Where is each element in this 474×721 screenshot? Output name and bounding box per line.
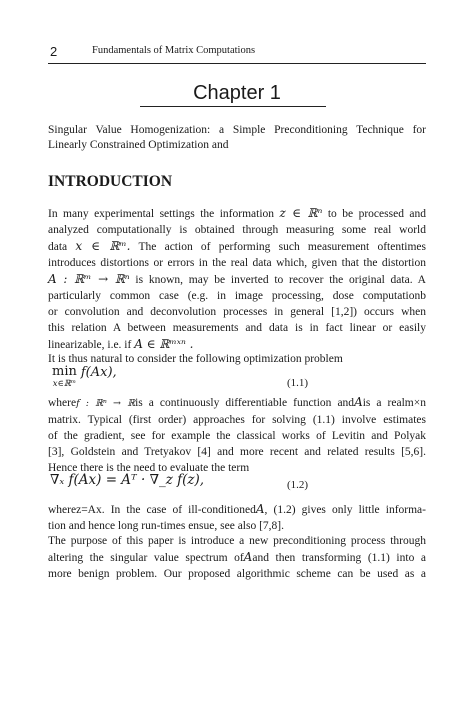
text-line: wheref : ℝⁿ → ℝis a continuously differentiable function andAis a realm×n: [48, 395, 426, 409]
math-inline: A : ℝᵐ → ℝⁿ: [48, 272, 130, 286]
math-inline: z ∈ ℝⁿ: [279, 206, 323, 220]
text-line: introduces distortions or errors in the real data which, given that the distortion: [48, 257, 426, 269]
text-line: The purpose of this paper is introduce a new preconditioning process through: [48, 535, 426, 547]
text-line: linearizable, i.e. if A ∈ ℝᵐˣⁿ .: [48, 337, 194, 351]
paragraph-1: [48, 205, 426, 353]
page-number: 2: [50, 44, 58, 59]
text-line: of the gradient, see for example the classical works of Levitin and Polyak: [48, 430, 426, 442]
text-line: tion and hence long run-times ensue, see also [7,8].: [48, 520, 285, 532]
text-line: wherez=Ax. In the case of ill-conditionedA, (1.2) gives only little informa-: [48, 502, 426, 516]
chapter-rule: [140, 106, 326, 107]
equation-number-1-2: (1.2): [287, 479, 309, 491]
equation-1-1: [52, 365, 117, 389]
text-line: matrix. Typical (first order) approaches for solving (1.1) involve estimates: [48, 414, 426, 426]
chapter-title: Chapter 1: [193, 82, 281, 104]
text-line: It is thus natural to consider the following optimization problem: [48, 353, 343, 365]
text-line: analyzed computationally is obtained through measuring some real world: [48, 224, 426, 236]
eq-expression: f(Ax),: [80, 365, 117, 380]
eq-min-subscript: x∈ℝᵐ: [52, 379, 77, 389]
text-line: particularly common case (e.g. in image processing, dose computationb: [48, 290, 426, 302]
running-title: Fundamentals of Matrix Computations: [92, 45, 256, 56]
math-inline: f : ℝⁿ → ℝ: [76, 398, 136, 409]
text-line: A : ℝᵐ → ℝⁿ is known, may be inverted to recover the original data. A: [48, 272, 426, 286]
text-line: or convolution and deconvolution processes in general [1,2]) occurs when: [48, 306, 426, 318]
text-line: data x ∈ ℝᵐ. The action of performing such measurement oftentimes: [48, 239, 426, 253]
text-line: In many experimental settings the information z ∈ ℝⁿ to be processed and: [48, 206, 427, 220]
math-inline: A ∈ ℝᵐˣⁿ .: [134, 337, 194, 351]
paragraph-4: [48, 501, 426, 534]
subtitle-line-2: Linearly Constrained Optimization and: [48, 139, 229, 151]
text-line: altering the singular value spectrum ofAand then transforming (1.1) into a: [48, 550, 426, 564]
text-line: [3], Goldstein and Tretyakov [4] and more recent and related results [5,6].: [48, 446, 426, 458]
paragraph-3: [48, 394, 426, 476]
paragraph-5: [48, 533, 426, 582]
text-line: Hence there is the need to evaluate the term: [48, 462, 250, 474]
paper-subtitle: [48, 123, 426, 153]
equation-number-1-1: (1.1): [287, 377, 309, 389]
math-inline: x ∈ ℝᵐ.: [75, 239, 131, 253]
subtitle-line-1: Singular Value Homogenization: a Simple Preconditioning Technique for: [48, 124, 426, 136]
text-line: more benign problem. Our proposed algorithmic scheme can be used as a: [48, 568, 426, 580]
equation-1-2: ∇ₓ f(Ax) = Aᵀ · ∇_z f(z),: [50, 472, 205, 488]
text-line: this relation A between measurements and data is in fact linear or easily: [48, 322, 426, 334]
section-heading: INTRODUCTION: [48, 173, 173, 190]
header-rule: [48, 63, 426, 64]
eq-min-operator: min: [52, 364, 77, 379]
